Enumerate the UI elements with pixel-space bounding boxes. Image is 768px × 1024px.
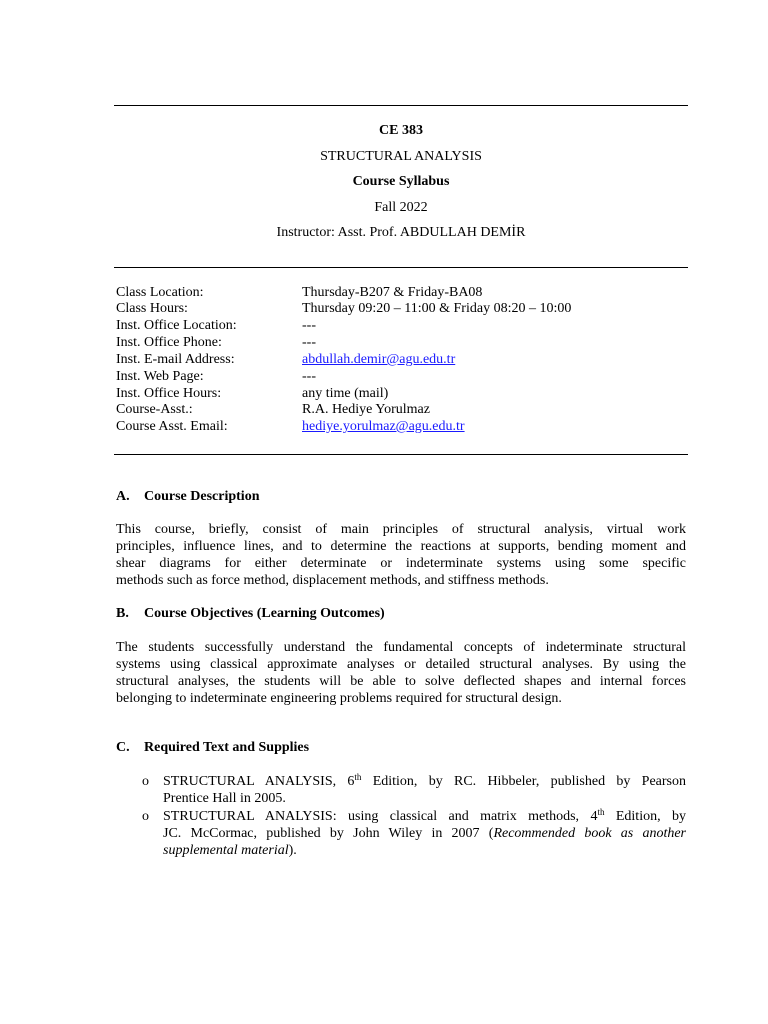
textbook-item xyxy=(163,773,686,807)
list-bullet: o xyxy=(142,774,149,789)
assistant-email-link[interactable]: hediye.yorulmaz@agu.edu.tr xyxy=(302,419,465,434)
item-line: STRUCTURAL ANALYSIS: using classical and matrix methods, 4th Edition, by xyxy=(163,807,686,824)
term: Fall 2022 xyxy=(374,200,428,215)
info-label: Inst. Office Hours: xyxy=(116,386,222,401)
paragraph-line: This course, briefly, consist of main principles of structural analysis, virtual work xyxy=(116,522,686,537)
info-label: Inst. Office Phone: xyxy=(116,335,222,350)
instructor-email-link[interactable]: abdullah.demir@agu.edu.tr xyxy=(302,352,456,367)
info-bottom-rule xyxy=(114,454,688,455)
section-letter: B. xyxy=(116,606,129,621)
instructor: Instructor: Asst. Prof. ABDULLAH DEMİR xyxy=(276,225,526,240)
list-bullet: o xyxy=(142,809,149,824)
section-b-heading xyxy=(116,605,385,622)
info-label: Inst. Office Location: xyxy=(116,318,237,333)
info-value: --- xyxy=(302,369,316,384)
paragraph-line: structural analyses, the students will be able to solve deflected shapes and internal forces xyxy=(116,674,686,689)
section-title: Course Objectives (Learning Outcomes) xyxy=(144,606,385,621)
textbook-item xyxy=(163,808,686,859)
info-label: Class Location: xyxy=(116,285,204,300)
item-line: supplemental material). xyxy=(163,843,297,858)
paragraph-line: systems using classical approximate analyses or detailed structural analyses. By using the xyxy=(116,657,686,672)
info-label: Inst. Web Page: xyxy=(116,369,204,384)
section-letter: A. xyxy=(116,489,130,504)
top-rule xyxy=(114,105,688,106)
info-label: Inst. E-mail Address: xyxy=(116,352,235,367)
item-line: Prentice Hall in 2005. xyxy=(163,791,286,806)
paragraph-line: methods such as force method, displacement methods, and stiffness methods. xyxy=(116,573,549,588)
info-value: Thursday-B207 & Friday-BA08 xyxy=(302,285,483,300)
item-line: JC. McCormac, published by John Wiley in 2007 (Recommended book as another xyxy=(163,826,686,841)
section-letter: C. xyxy=(116,740,130,755)
paragraph-line: principles, influence lines, and to determine the reactions at supports, bending moment and xyxy=(116,539,686,554)
paragraph-line: belonging to indeterminate engineering problems required for structural design. xyxy=(116,691,562,706)
info-value: R.A. Hediye Yorulmaz xyxy=(302,402,430,417)
section-a-heading xyxy=(116,488,260,505)
document-type: Course Syllabus xyxy=(352,174,450,189)
section-c-heading xyxy=(116,739,309,756)
header-bottom-rule xyxy=(114,267,688,268)
info-value: Thursday 09:20 – 11:00 & Friday 08:20 – 10:00 xyxy=(302,301,572,316)
paragraph-line: The students successfully understand the fundamental concepts of indeterminate structural xyxy=(116,640,686,655)
info-value: --- xyxy=(302,335,316,350)
info-label: Course Asst. Email: xyxy=(116,419,228,434)
item-line: STRUCTURAL ANALYSIS, 6th Edition, by RC. Hibbeler, published by Pearson xyxy=(163,772,686,789)
section-b-paragraph xyxy=(116,639,686,707)
section-title: Course Description xyxy=(144,489,260,504)
info-value: any time (mail) xyxy=(302,386,389,401)
info-label: Class Hours: xyxy=(116,301,188,316)
section-a-paragraph xyxy=(116,521,686,589)
course-title: STRUCTURAL ANALYSIS xyxy=(320,149,482,164)
info-label: Course-Asst.: xyxy=(116,402,193,417)
course-code: CE 383 xyxy=(379,123,423,138)
paragraph-line: shear diagrams for either determinate or indeterminate systems using some specific xyxy=(116,556,686,571)
info-value: --- xyxy=(302,318,316,333)
section-title: Required Text and Supplies xyxy=(144,740,310,755)
